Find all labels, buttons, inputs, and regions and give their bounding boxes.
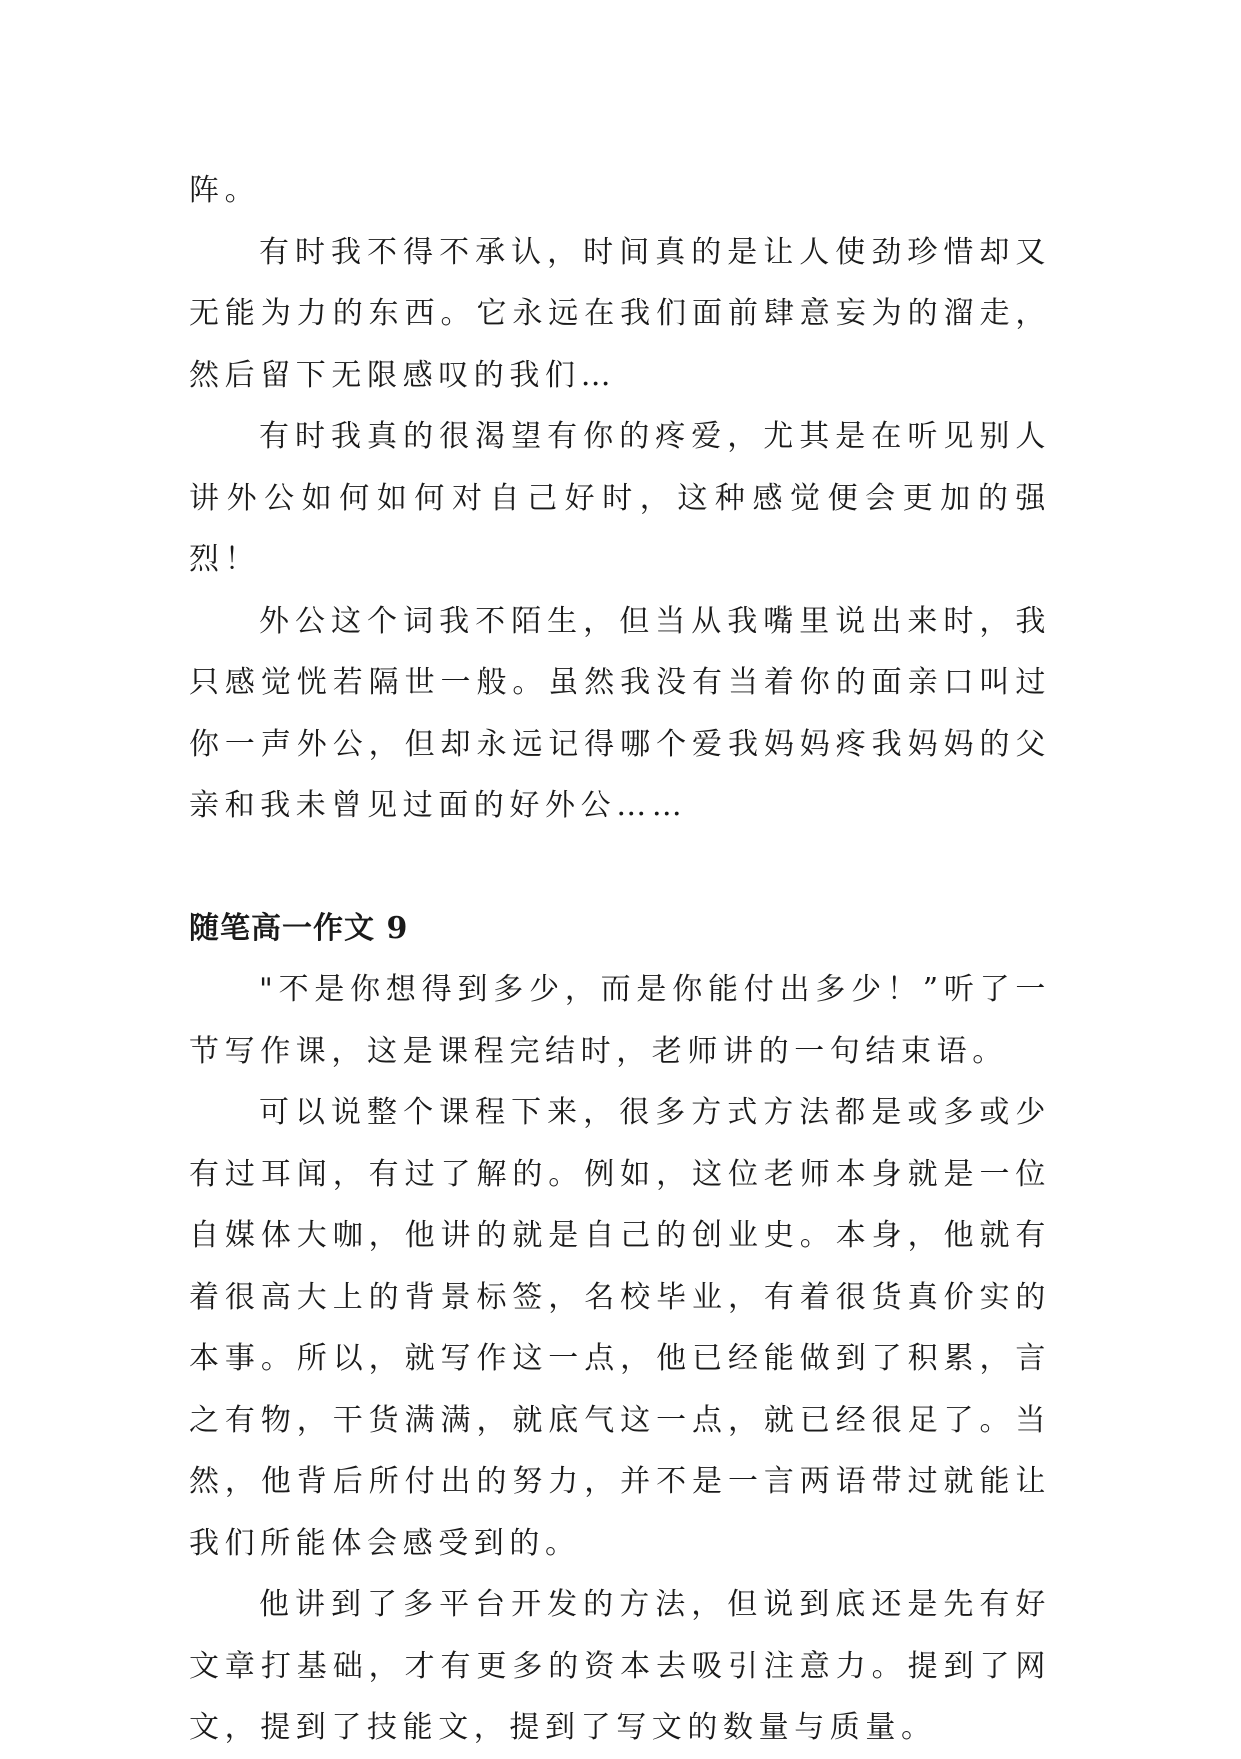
paragraph-continuation: 阵。 xyxy=(189,173,261,208)
paragraph: 外公这个词我不陌生，但当从我嘴里说出来时，我只感觉恍若隔世一般。虽然我没有当着你的面亲口叫过你一声外公，但却永远记得哪个爱我妈妈疼我妈妈的父亲和我未曾见过面的好外公…… xyxy=(189,603,1051,823)
paragraph: 他讲到了多平台开发的方法，但说到底还是先有好文章打基础，才有更多的资本去吸引注意力。提到了网文，提到了技能文，提到了写文的数量与质量。 xyxy=(189,1587,1051,1745)
paragraph: 有时我真的很渴望有你的疼爱，尤其是在听见别人讲外公如何如何对自己好时，这种感觉便会更加的强烈！ xyxy=(189,419,1051,577)
section-title: 随笔高一作文 9 xyxy=(189,910,409,946)
paragraph: 可以说整个课程下来，很多方式方法都是或多或少有过耳闻，有过了解的。例如，这位老师本身就是一位自媒体大咖，他讲的就是自己的创业史。本身，他就有着很高大上的背景标签，名校毕业，有着很货真价实的本事。所以，就写作这一点，他已经能做到了积累，言之有物，干货满满，就底气这一点，就已经很足了。当然，他背后所付出的努力，并不是一言两语带过就能让我们所能体会感受到的。 xyxy=(189,1095,1051,1561)
paragraph: "不是你想得到多少，而是你能付出多少！”听了一节写作课，这是课程完结时，老师讲的一句结束语。 xyxy=(189,972,1051,1069)
paragraph: 有时我不得不承认，时间真的是让人使劲珍惜却又无能为力的东西。它永远在我们面前肆意妄为的溜走，然后留下无限感叹的我们… xyxy=(189,234,1051,393)
document-page xyxy=(189,160,1051,1759)
